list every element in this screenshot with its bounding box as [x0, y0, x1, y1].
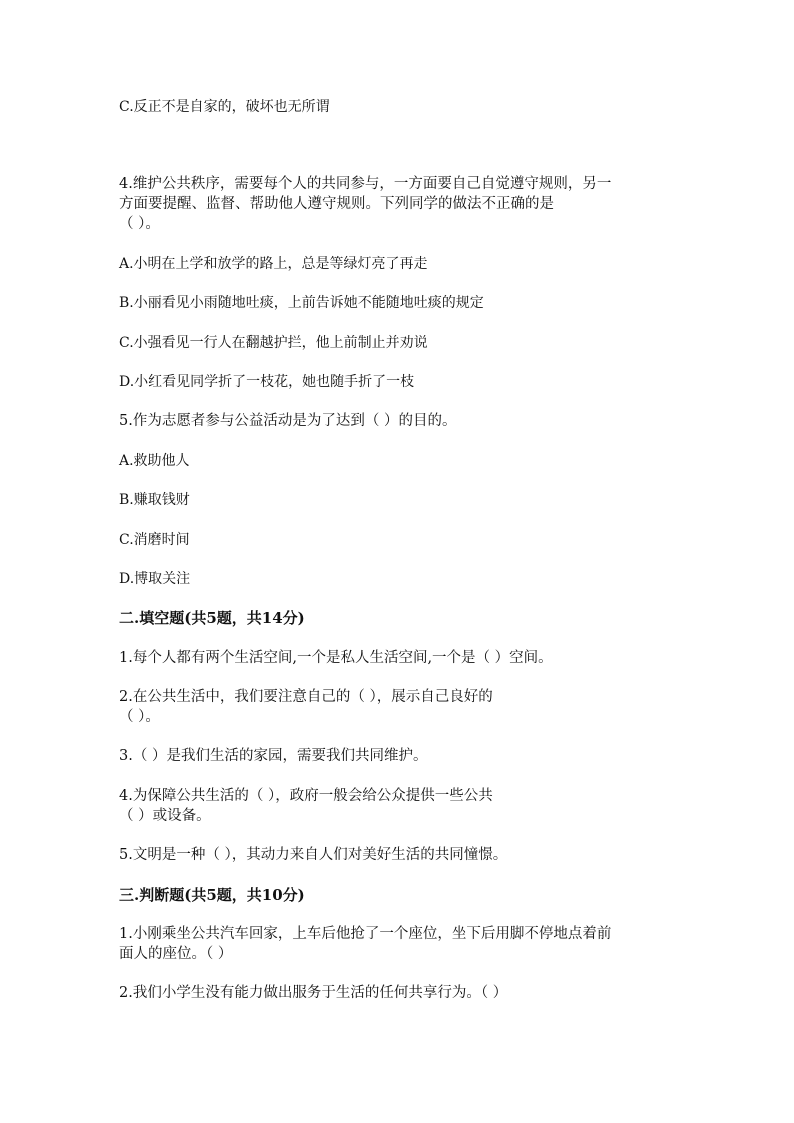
q4-option-b: B.小丽看见小雨随地吐痰，上前告诉她不能随地吐痰的规定 [119, 295, 484, 311]
q3-option-c: C.反正不是自家的，破坏也无所谓 [119, 99, 330, 115]
tf-q2: 2.我们小学生没有能力做出服务于生活的任何共享行为。（ ） [119, 985, 508, 1001]
q4-option-a: A.小明在上学和放学的路上，总是等绿灯亮了再走 [119, 256, 428, 272]
q4-stem-line2: 方面要提醒、监督、帮助他人遵守规则。下列同学的做法不正确的是 [119, 196, 554, 212]
q4-option-d: D.小红看见同学折了一枝花，她也随手折了一枝 [119, 374, 415, 390]
q5-option-c: C.消磨时间 [119, 532, 190, 548]
section-heading-true-false: 三.判断题(共5题，共10分) [119, 886, 305, 904]
q5-stem: 5.作为志愿者参与公益活动是为了达到（ ）的目的。 [119, 413, 457, 429]
q5-option-b: B.赚取钱财 [119, 492, 190, 508]
fill-q4-line2: （ ）或设备。 [119, 808, 211, 824]
fill-q1: 1.每个人都有两个生活空间,一个是私人生活空间,一个是（ ）空间。 [119, 650, 553, 666]
q4-stem-line3: （ ）。 [119, 216, 160, 232]
section-heading-fill-blank: 二.填空题(共5题，共14分) [119, 609, 305, 627]
q5-option-d: D.博取关注 [119, 571, 191, 587]
fill-q2-line2: （ ）。 [119, 709, 160, 725]
q5-option-a: A.救助他人 [119, 453, 190, 469]
fill-q3: 3.（ ）是我们生活的家园，需要我们共同维护。 [119, 748, 428, 764]
fill-q5: 5.文明是一种（ ），其动力来自人们对美好生活的共同憧憬。 [119, 847, 508, 863]
q4-stem-line1: 4.维护公共秩序，需要每个人的共同参与，一方面要自己自觉遵守规则，另一 [119, 176, 612, 192]
fill-q2-line1: 2.在公共生活中，我们要注意自己的（ ），展示自己良好的 [119, 689, 493, 705]
tf-q1-line1: 1.小刚乘坐公共汽车回家，上车后他抢了一个座位，坐下后用脚不停地点着前 [119, 926, 612, 942]
tf-q1-line2: 面人的座位。（ ） [119, 946, 233, 962]
q4-option-c: C.小强看见一行人在翻越护拦，他上前制止并劝说 [119, 335, 428, 351]
fill-q4-line1: 4.为保障公共生活的（ ），政府一般会给公众提供一些公共 [119, 788, 493, 804]
